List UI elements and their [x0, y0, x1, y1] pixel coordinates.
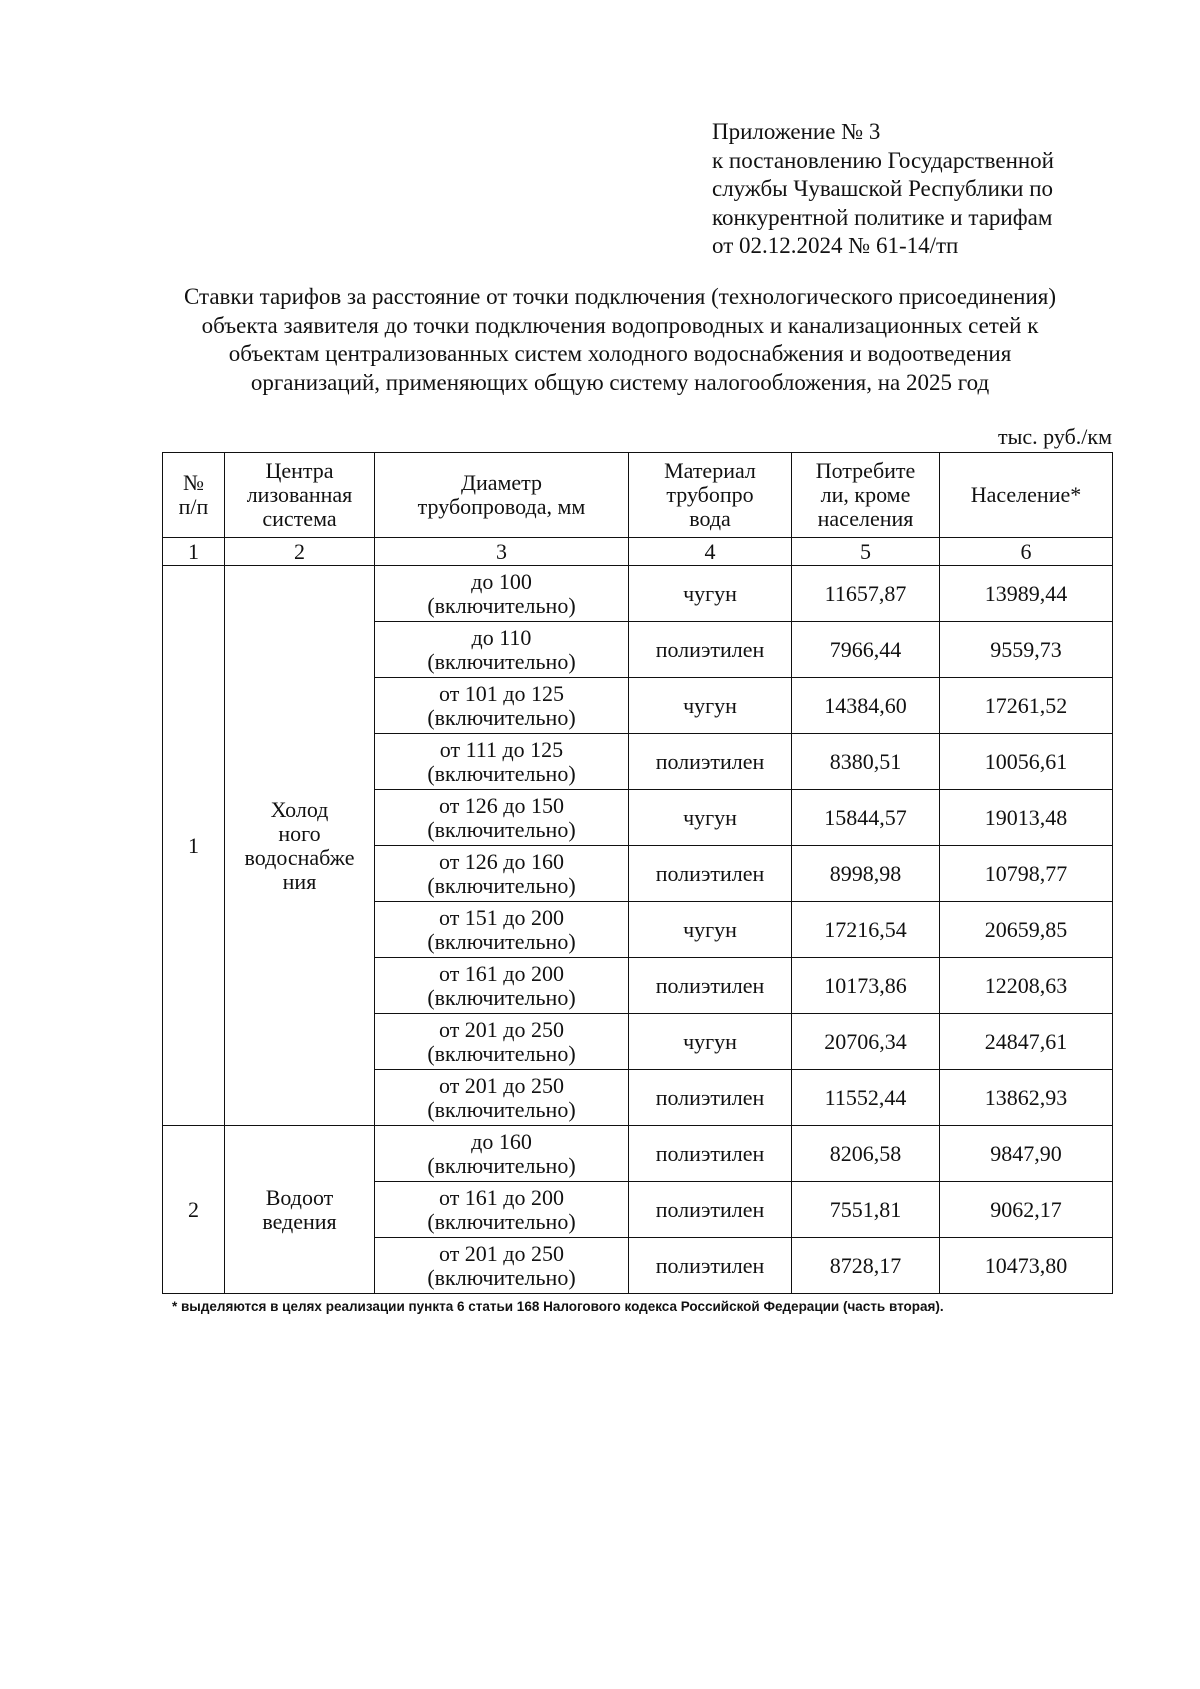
title-line: организаций, применяющих общую систему налогообложения, на 2025 год	[250, 369, 990, 395]
diameter-note: (включительно)	[427, 704, 576, 730]
material-cell: полиэтилен	[629, 958, 792, 1014]
consumers-rate-cell: 15844,57	[792, 790, 940, 846]
header-population: Население*	[940, 453, 1113, 538]
system-cell	[225, 1126, 375, 1294]
diameter-cell	[375, 1014, 629, 1070]
table-body	[163, 566, 1113, 1294]
diameter-range: от 161 до 200	[438, 1184, 565, 1210]
diameter-note: (включительно)	[427, 592, 576, 618]
annex-line: службы Чувашской Республики по	[712, 176, 1054, 201]
diameter-cell	[375, 734, 629, 790]
population-rate-cell: 9062,17	[940, 1182, 1113, 1238]
consumers-rate-cell: 8380,51	[792, 734, 940, 790]
tariff-table	[162, 452, 1113, 1294]
diameter-cell	[375, 958, 629, 1014]
header-diameter: Диаметр трубопровода, мм	[375, 453, 629, 538]
diameter-cell	[375, 1182, 629, 1238]
diameter-range: от 101 до 125	[438, 680, 565, 706]
column-number: 5	[792, 538, 940, 566]
material-cell: чугун	[629, 790, 792, 846]
consumers-rate-cell: 7966,44	[792, 622, 940, 678]
population-rate-cell: 20659,85	[940, 902, 1113, 958]
title-line: Ставки тарифов за расстояние от точки подключения (технологического присоединения)	[183, 284, 1057, 309]
diameter-note: (включительно)	[427, 1264, 576, 1290]
diameter-cell	[375, 1238, 629, 1294]
table-row	[163, 566, 1113, 622]
header-system: Центра лизованная система	[225, 453, 375, 538]
annex-line: Приложение № 3	[712, 119, 881, 144]
annex-line: конкурентной политике и тарифам	[712, 204, 1053, 230]
units-label: тыс. руб./км	[998, 424, 1112, 449]
column-number-row	[163, 538, 1113, 566]
header-consumers: Потребите ли, кроме населения	[792, 453, 940, 538]
header-row	[163, 453, 1113, 538]
diameter-note: (включительно)	[427, 1152, 576, 1178]
header-material: Материал трубопро вода	[629, 453, 792, 538]
diameter-note: (включительно)	[427, 760, 576, 786]
diameter-range: от 201 до 250	[438, 1016, 565, 1042]
population-rate-cell: 12208,63	[940, 958, 1113, 1014]
diameter-cell	[375, 622, 629, 678]
population-rate-cell: 9847,90	[940, 1126, 1113, 1182]
diameter-note: (включительно)	[427, 984, 576, 1010]
consumers-rate-cell: 8728,17	[792, 1238, 940, 1294]
diameter-range: до 100	[471, 568, 532, 594]
diameter-range: от 201 до 250	[438, 1240, 565, 1266]
column-number: 3	[375, 538, 629, 566]
footnote: * выделяются в целях реализации пункта 6 статьи 168 Налогового кодекса Российской Федерации (часть вторая).	[172, 1299, 944, 1314]
diameter-range: от 201 до 250	[438, 1072, 565, 1098]
material-cell: полиэтилен	[629, 622, 792, 678]
row-group-number: 1	[163, 566, 225, 1126]
diameter-range: до 160	[471, 1128, 532, 1154]
material-cell: чугун	[629, 902, 792, 958]
title-line: объекта заявителя до точки подключения водопроводных и канализационных сетей к	[201, 312, 1039, 338]
consumers-rate-cell: 7551,81	[792, 1182, 940, 1238]
diameter-range: от 126 до 150	[438, 792, 565, 818]
column-number: 2	[225, 538, 375, 566]
system-line: Водоот	[265, 1184, 334, 1210]
population-rate-cell: 17261,52	[940, 678, 1113, 734]
system-line: Холод	[270, 796, 329, 822]
consumers-rate-cell: 11552,44	[792, 1070, 940, 1126]
diameter-note: (включительно)	[427, 648, 576, 674]
title-line: объектам централизованных систем холодного водоснабжения и водоотведения	[228, 341, 1012, 366]
consumers-rate-cell: 8998,98	[792, 846, 940, 902]
diameter-note: (включительно)	[427, 1040, 576, 1066]
diameter-cell	[375, 902, 629, 958]
annex-reference	[712, 118, 1132, 261]
material-cell: полиэтилен	[629, 734, 792, 790]
population-rate-cell: 9559,73	[940, 622, 1113, 678]
header-num: № п/п	[163, 453, 225, 538]
column-number: 4	[629, 538, 792, 566]
row-group-number: 2	[163, 1126, 225, 1294]
population-rate-cell: 10798,77	[940, 846, 1113, 902]
diameter-range: от 111 до 125	[439, 736, 564, 762]
system-line: ния	[282, 868, 317, 894]
annex-line: к постановлению Государственной	[712, 147, 1054, 173]
diameter-note: (включительно)	[427, 1096, 576, 1122]
population-rate-cell: 19013,48	[940, 790, 1113, 846]
population-rate-cell: 10056,61	[940, 734, 1113, 790]
diameter-cell	[375, 1070, 629, 1126]
diameter-note: (включительно)	[427, 928, 576, 954]
material-cell: полиэтилен	[629, 846, 792, 902]
material-cell: полиэтилен	[629, 1126, 792, 1182]
diameter-range: до 110	[471, 624, 532, 650]
diameter-range: от 126 до 160	[438, 848, 565, 874]
system-line: ведения	[262, 1208, 337, 1234]
consumers-rate-cell: 14384,60	[792, 678, 940, 734]
diameter-note: (включительно)	[427, 872, 576, 898]
population-rate-cell: 13989,44	[940, 566, 1113, 622]
diameter-note: (включительно)	[427, 816, 576, 842]
system-cell	[225, 566, 375, 1126]
consumers-rate-cell: 17216,54	[792, 902, 940, 958]
diameter-cell	[375, 678, 629, 734]
diameter-cell	[375, 1126, 629, 1182]
diameter-cell	[375, 846, 629, 902]
population-rate-cell: 24847,61	[940, 1014, 1113, 1070]
diameter-range: от 161 до 200	[438, 960, 565, 986]
material-cell: полиэтилен	[629, 1182, 792, 1238]
document-title	[150, 283, 1090, 397]
column-number: 6	[940, 538, 1113, 566]
diameter-note: (включительно)	[427, 1208, 576, 1234]
consumers-rate-cell: 10173,86	[792, 958, 940, 1014]
material-cell: чугун	[629, 678, 792, 734]
population-rate-cell: 10473,80	[940, 1238, 1113, 1294]
material-cell: полиэтилен	[629, 1238, 792, 1294]
consumers-rate-cell: 20706,34	[792, 1014, 940, 1070]
table-row	[163, 1126, 1113, 1182]
diameter-cell	[375, 566, 629, 622]
consumers-rate-cell: 8206,58	[792, 1126, 940, 1182]
diameter-range: от 151 до 200	[438, 904, 565, 930]
diameter-cell	[375, 790, 629, 846]
column-number: 1	[163, 538, 225, 566]
material-cell: чугун	[629, 1014, 792, 1070]
system-line: ного	[278, 820, 321, 846]
material-cell: полиэтилен	[629, 1070, 792, 1126]
population-rate-cell: 13862,93	[940, 1070, 1113, 1126]
system-line: водоснабже	[244, 844, 355, 870]
annex-line: от 02.12.2024 № 61-14/тп	[712, 233, 959, 258]
consumers-rate-cell: 11657,87	[792, 566, 940, 622]
material-cell: чугун	[629, 566, 792, 622]
